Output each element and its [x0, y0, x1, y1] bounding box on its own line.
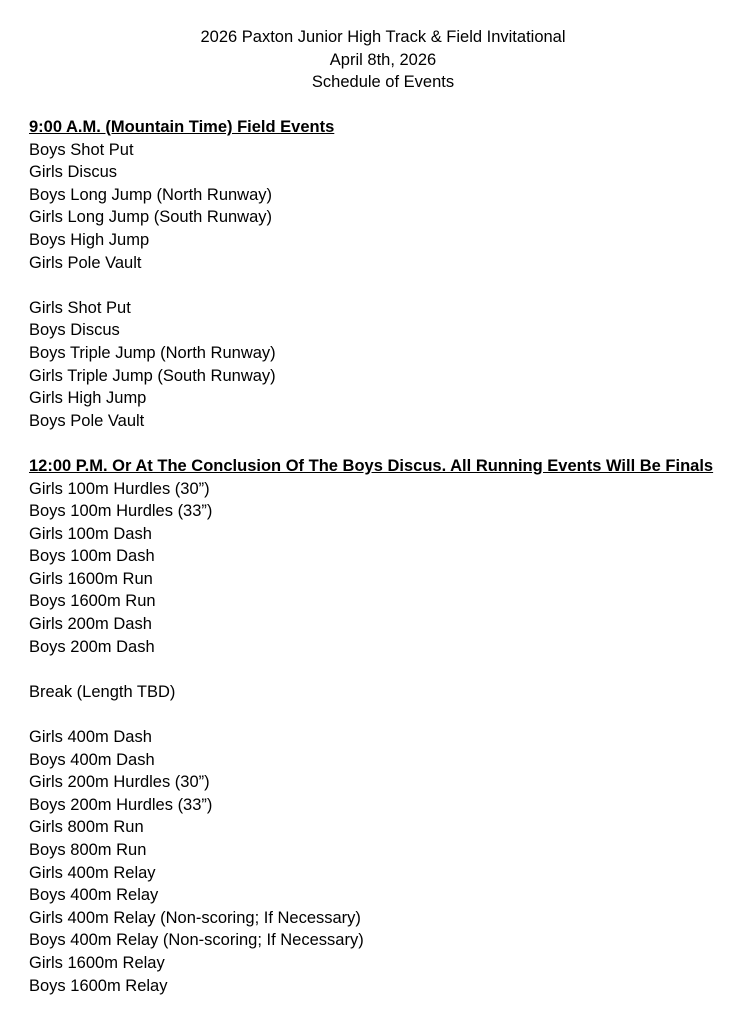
event-item: Girls 400m Relay — [29, 863, 156, 882]
event-item: Girls Discus — [29, 163, 118, 182]
event-item: Girls 400m Relay (Non-scoring; If Necessary) — [29, 908, 361, 927]
field-events-group-2 — [29, 297, 744, 433]
event-item: Boys 200m Dash — [29, 637, 155, 656]
spacer — [29, 703, 744, 726]
event-item: Girls 1600m Run — [29, 569, 153, 588]
event-item: Girls 800m Run — [29, 818, 144, 837]
document-title: 2026 Paxton Junior High Track & Field Invitational — [200, 28, 566, 46]
event-date: April 8th, 2026 — [329, 50, 437, 69]
event-item: Boys Pole Vault — [29, 411, 145, 430]
event-item: Girls High Jump — [29, 389, 147, 408]
event-item: Girls Triple Jump (South Runway) — [29, 366, 276, 385]
event-item: Girls 1600m Relay — [29, 953, 165, 972]
event-item: Boys Shot Put — [29, 140, 134, 159]
event-item: Boys Long Jump (North Runway) — [29, 185, 273, 204]
field-events-group-1 — [29, 139, 744, 275]
field-events-heading: 9:00 A.M. (Mountain Time) Field Events — [29, 118, 335, 136]
event-item: Boys 800m Run — [29, 841, 147, 859]
break-notice: Break (Length TBD) — [29, 682, 176, 701]
event-item: Girls 400m Dash — [29, 728, 152, 747]
event-item: Girls Long Jump (South Runway) — [29, 208, 273, 227]
document-subtitle: Schedule of Events — [311, 73, 455, 91]
spacer — [29, 432, 744, 455]
spacer — [29, 274, 744, 297]
event-item: Boys 1600m Run — [29, 592, 156, 611]
event-item: Boys 100m Hurdles (33”) — [29, 502, 213, 521]
event-item: Boys 400m Relay (Non-scoring; If Necessary) — [29, 931, 364, 950]
event-item: Girls 100m Dash — [29, 524, 152, 543]
schedule-content — [29, 116, 744, 997]
event-item: Girls Pole Vault — [29, 253, 142, 272]
event-item: Boys Discus — [29, 321, 120, 340]
running-events-heading: 12:00 P.M. Or At The Conclusion Of The Boys Discus. All Running Events Will Be Finals — [29, 456, 714, 475]
event-item: Boys 200m Hurdles (33”) — [29, 795, 213, 814]
event-item: Boys High Jump — [29, 230, 150, 249]
event-item: Girls 100m Hurdles (30”) — [29, 479, 210, 498]
running-events-group-2 — [29, 726, 744, 997]
event-item: Boys 1600m Relay — [29, 976, 168, 995]
event-item: Boys Triple Jump (North Runway) — [29, 343, 276, 362]
event-item: Girls Shot Put — [29, 298, 131, 317]
running-events-group-1 — [29, 478, 744, 659]
spacer — [29, 658, 744, 681]
event-item: Girls 200m Dash — [29, 615, 152, 634]
event-item: Boys 400m Relay — [29, 886, 159, 905]
event-item: Boys 100m Dash — [29, 547, 155, 566]
document-header — [0, 26, 748, 94]
event-item: Girls 200m Hurdles (30”) — [29, 773, 210, 792]
event-item: Boys 400m Dash — [29, 750, 155, 769]
